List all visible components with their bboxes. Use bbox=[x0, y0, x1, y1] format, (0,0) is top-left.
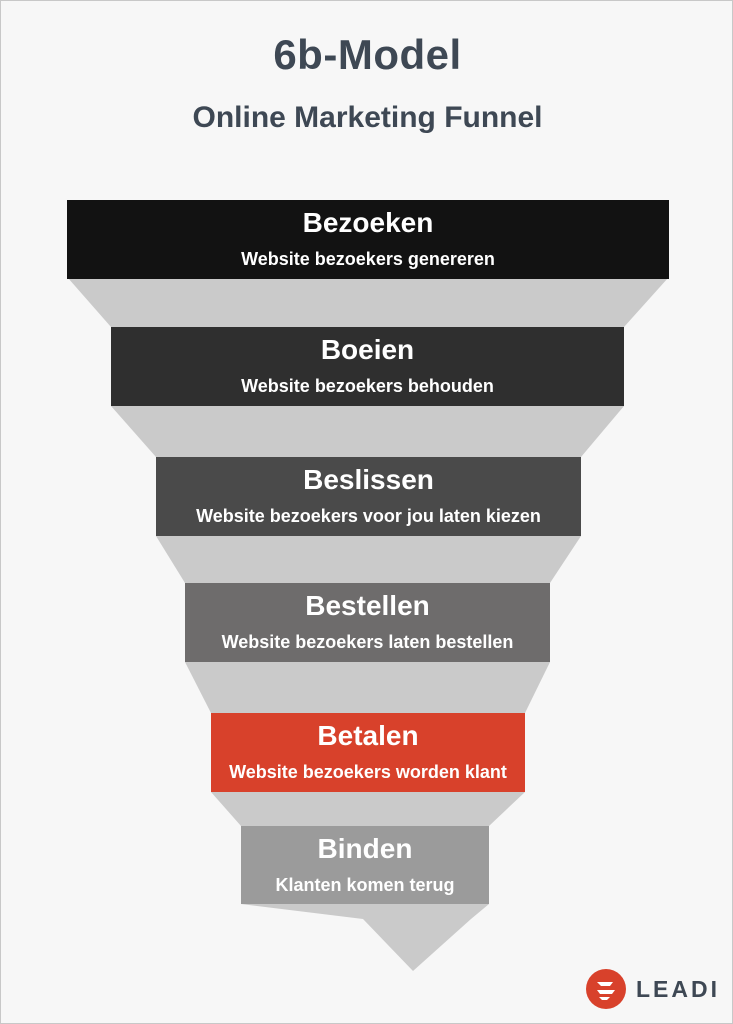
diagram-subtitle: Online Marketing Funnel bbox=[192, 101, 543, 134]
leadi-logo bbox=[586, 967, 720, 1011]
stage-subtitle: Website bezoekers genereren bbox=[241, 249, 495, 269]
stage-title: Betalen bbox=[317, 720, 419, 751]
stage-subtitle: Website bezoekers worden klant bbox=[229, 762, 507, 782]
stage-subtitle: Website bezoekers laten bestellen bbox=[221, 632, 514, 652]
stage-subtitle: Klanten komen terug bbox=[275, 875, 455, 895]
leadi-logo-icon bbox=[586, 969, 626, 1009]
connector-3-4 bbox=[156, 536, 581, 583]
stage-title: Bestellen bbox=[305, 590, 430, 621]
stage-title: Beslissen bbox=[303, 464, 434, 495]
connector-1-2 bbox=[68, 278, 668, 327]
stage-title: Binden bbox=[317, 833, 413, 864]
stage-bezoeken bbox=[67, 200, 669, 279]
stage-binden bbox=[241, 826, 489, 904]
stage-beslissen bbox=[156, 457, 581, 536]
diagram-title: 6b-Model bbox=[273, 31, 462, 78]
funnel-tip bbox=[241, 904, 489, 971]
connector-4-5 bbox=[185, 662, 550, 713]
leadi-logo-text: LEADI bbox=[636, 975, 720, 1002]
connector-5-6 bbox=[211, 792, 525, 826]
stage-subtitle: Website bezoekers behouden bbox=[241, 376, 494, 396]
stage-title: Boeien bbox=[320, 334, 415, 365]
stage-betalen bbox=[211, 713, 525, 792]
stage-subtitle: Website bezoekers voor jou laten kiezen bbox=[196, 506, 541, 526]
stage-boeien bbox=[111, 327, 624, 406]
stage-title: Bezoeken bbox=[302, 207, 434, 238]
stage-bestellen bbox=[185, 583, 550, 662]
connector-2-3 bbox=[111, 406, 624, 457]
